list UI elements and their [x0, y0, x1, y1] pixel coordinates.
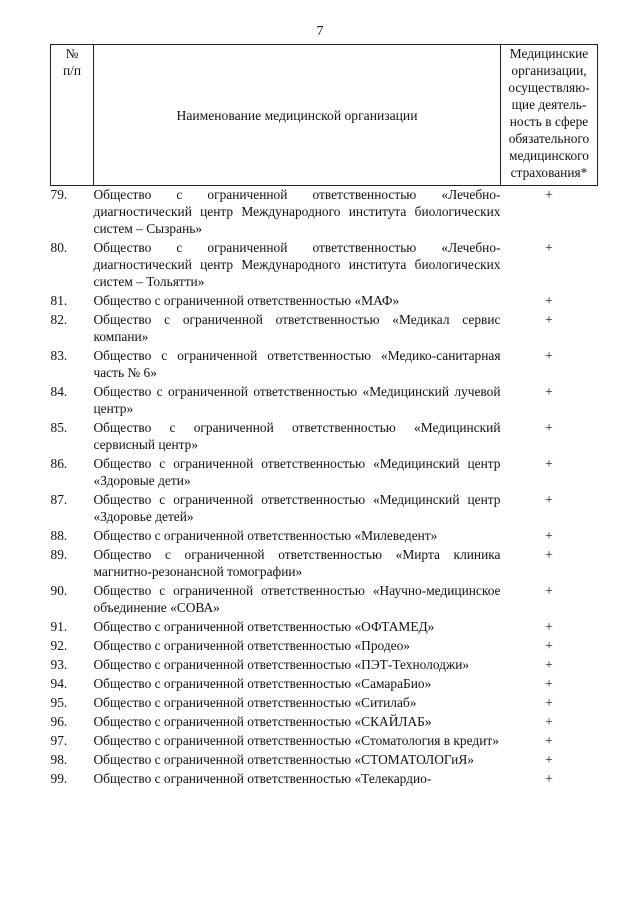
table-body [51, 186, 598, 790]
organization-name: Общество с ограниченной ответственностью «Медико-санитарная часть № 6» [93, 348, 501, 380]
table-row [51, 770, 598, 789]
insurance-mark: + [545, 547, 553, 562]
insurance-mark: + [545, 420, 553, 435]
organization-name: Общество с ограниченной ответственностью «Медицинский сервисный центр» [93, 420, 501, 452]
header-insurance-line: Медицинские [509, 46, 589, 61]
row-number: 96. [50, 714, 68, 729]
table-row [51, 527, 598, 546]
organization-name: Общество с ограниченной ответственностью «ОФТАМЕД» [93, 619, 435, 634]
header-insurance-line: медицинского [508, 148, 590, 163]
table-header-row [51, 45, 598, 186]
header-insurance-line: обязательного [508, 131, 590, 146]
row-number: 89. [50, 547, 68, 562]
row-number: 83. [50, 348, 68, 363]
table-row [51, 618, 598, 637]
organization-name: Общество с ограниченной ответственностью «Телекардио- [93, 771, 432, 786]
table-row [51, 311, 598, 347]
organization-name: Общество с ограниченной ответственностью «Ситилаб» [93, 695, 417, 710]
page-number: 7 [316, 24, 324, 39]
insurance-mark: + [545, 240, 553, 255]
header-insurance-line: ность в сфере [509, 114, 589, 129]
table-row [51, 239, 598, 292]
row-number: 94. [50, 676, 68, 691]
header-insurance-column [501, 45, 598, 186]
insurance-mark: + [545, 657, 553, 672]
header-insurance-line: щие деятель- [511, 97, 587, 112]
insurance-mark: + [545, 752, 553, 767]
insurance-mark: + [545, 771, 553, 786]
table-row [51, 455, 598, 491]
organization-name: Общество с ограниченной ответственностью «Лечебно-диагностический центр Международного института биологических систем – Тольятти» [93, 240, 501, 289]
insurance-mark: + [545, 695, 553, 710]
table-row [51, 546, 598, 582]
header-insurance-line: организации, [511, 63, 587, 78]
organization-name: Общество с ограниченной ответственностью «Милеведент» [93, 528, 438, 543]
row-number: 88. [50, 528, 68, 543]
organization-name: Общество с ограниченной ответственностью «СамараБио» [93, 676, 432, 691]
header-insurance-line: страхования* [510, 165, 588, 180]
row-number: 90. [50, 583, 68, 598]
organization-name: Общество с ограниченной ответственностью «Медикал сервис компани» [93, 312, 501, 344]
insurance-mark: + [545, 312, 553, 327]
organization-name: Общество с ограниченной ответственностью «Научно-медицинское объединение «СОВА» [93, 583, 501, 615]
header-name-column: Наименование медицинской организации [94, 45, 501, 186]
insurance-mark: + [545, 619, 553, 634]
table-row [51, 732, 598, 751]
organization-name: Общество с ограниченной ответственностью «ПЭТ-Технолоджи» [93, 657, 470, 672]
table-row [51, 656, 598, 675]
insurance-mark: + [545, 714, 553, 729]
table-row [51, 675, 598, 694]
header-number-column [51, 45, 94, 186]
row-number: 86. [50, 456, 68, 471]
table-row [51, 694, 598, 713]
table-row [51, 383, 598, 419]
header-insurance-line: осуществляю- [508, 80, 590, 95]
header-number-sign: № [65, 46, 79, 61]
row-number: 91. [50, 619, 68, 634]
row-number: 79. [50, 187, 68, 202]
insurance-mark: + [545, 492, 553, 507]
table-row [51, 751, 598, 770]
organization-name: Общество с ограниченной ответственностью «СТОМАТОЛОГиЯ» [93, 752, 474, 767]
organization-name: Общество с ограниченной ответственностью «Мирта клиника магнитно-резонансной томографии» [93, 547, 501, 579]
table-row [51, 713, 598, 732]
organization-name: Общество с ограниченной ответственностью «СКАЙЛАБ» [93, 714, 432, 729]
insurance-mark: + [545, 733, 553, 748]
insurance-mark: + [545, 384, 553, 399]
organization-name: Общество с ограниченной ответственностью «Лечебно-диагностический центр Международного института биологических систем – Сызрань» [93, 187, 501, 236]
table-row [51, 186, 598, 240]
organization-name: Общество с ограниченной ответственностью «Медицинский центр «Здоровье детей» [93, 492, 501, 524]
row-number: 84. [50, 384, 68, 399]
organization-name: Общество с ограниченной ответственностью «Продео» [93, 638, 410, 653]
table-row [51, 582, 598, 618]
organization-name: Общество с ограниченной ответственностью «Медицинский центр «Здоровые дети» [93, 456, 501, 488]
table-row [51, 347, 598, 383]
insurance-mark: + [545, 348, 553, 363]
row-number: 85. [50, 420, 68, 435]
insurance-mark: + [545, 187, 553, 202]
header-number-abbrev: п/п [62, 63, 82, 78]
row-number: 80. [50, 240, 68, 255]
row-number: 97. [50, 733, 68, 748]
insurance-mark: + [545, 638, 553, 653]
row-number: 93. [50, 657, 68, 672]
organizations-table [50, 44, 598, 789]
insurance-mark: + [545, 456, 553, 471]
table-row [51, 491, 598, 527]
table-row [51, 637, 598, 656]
organization-name: Общество с ограниченной ответственностью «МАФ» [93, 293, 400, 308]
insurance-mark: + [545, 676, 553, 691]
row-number: 99. [50, 771, 68, 786]
row-number: 81. [50, 293, 68, 308]
row-number: 98. [50, 752, 68, 767]
row-number: 87. [50, 492, 68, 507]
insurance-mark: + [545, 528, 553, 543]
insurance-mark: + [545, 583, 553, 598]
table-row [51, 292, 598, 311]
row-number: 92. [50, 638, 68, 653]
insurance-mark: + [545, 293, 553, 308]
table-row [51, 419, 598, 455]
row-number: 82. [50, 312, 68, 327]
organization-name: Общество с ограниченной ответственностью «Стоматология в кредит» [93, 733, 499, 748]
organization-name: Общество с ограниченной ответственностью «Медицинский лучевой центр» [93, 384, 501, 416]
row-number: 95. [50, 695, 68, 710]
